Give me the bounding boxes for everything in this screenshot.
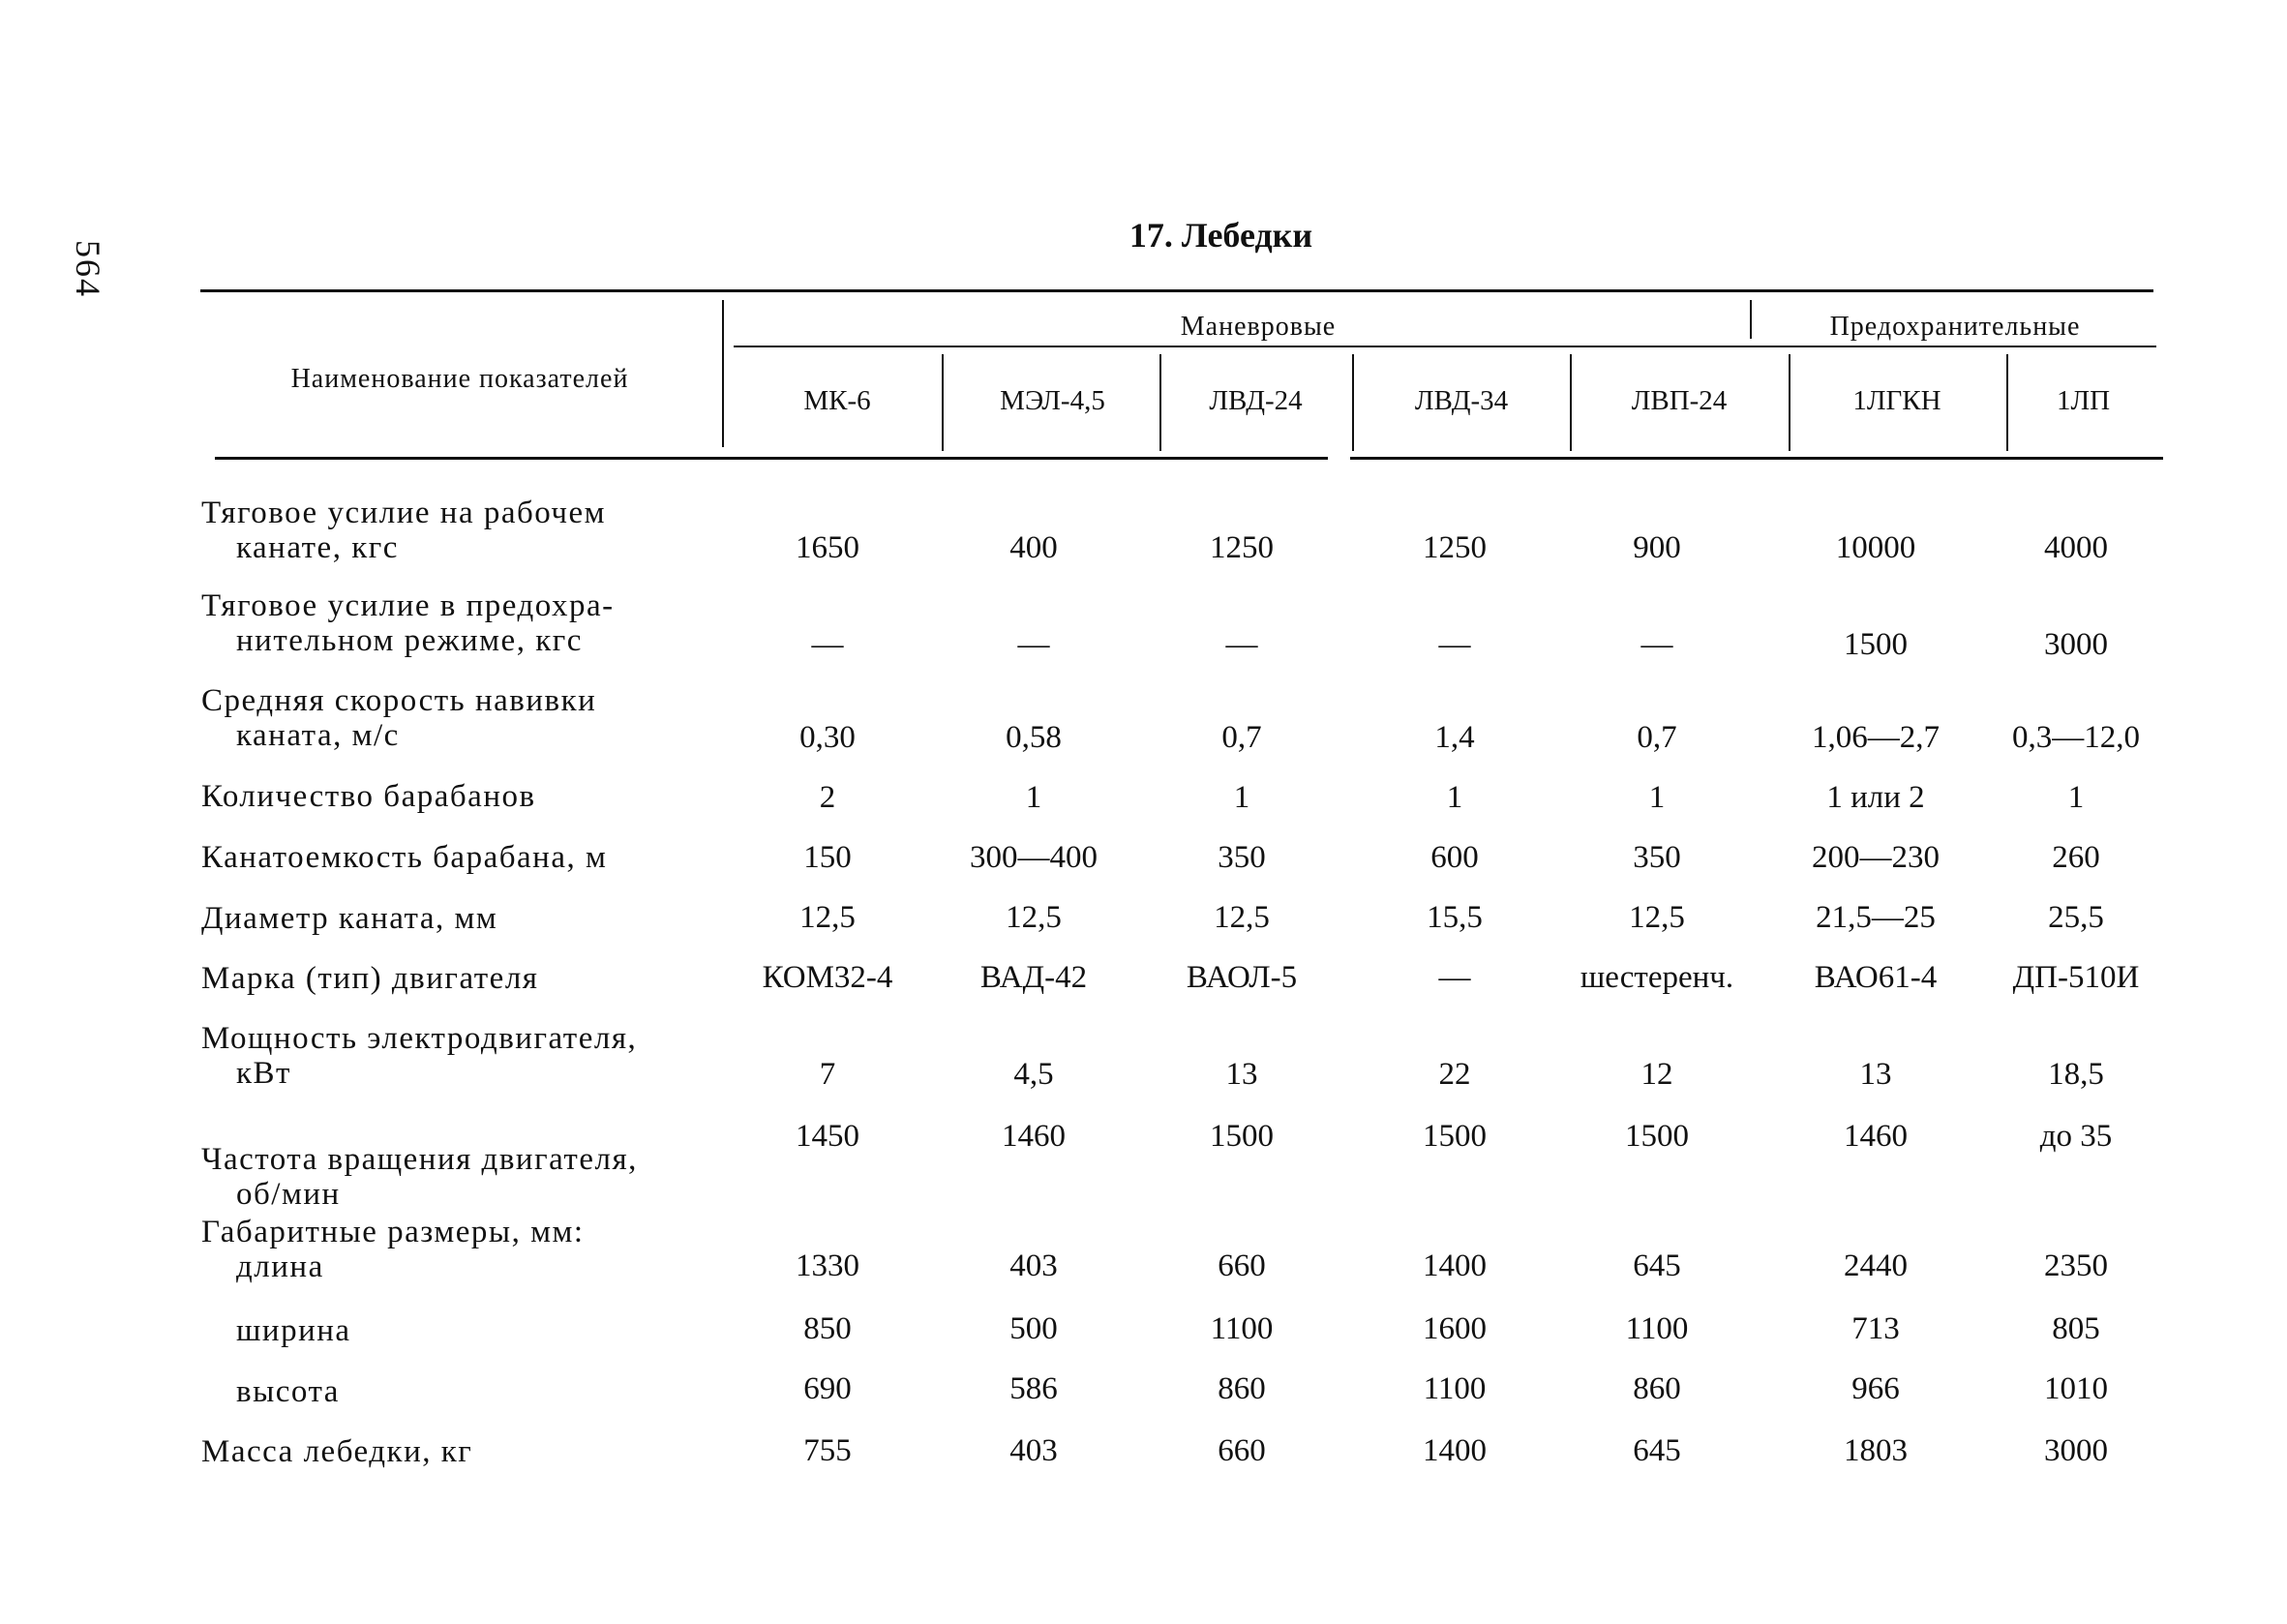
header-divider [722, 300, 724, 447]
table-cell: 0,7 [1221, 720, 1262, 755]
table-cell: 1330 [796, 1248, 859, 1283]
table-cell: 4,5 [1013, 1057, 1054, 1092]
table-cell: 1400 [1423, 1433, 1487, 1468]
table-cell: 966 [1851, 1371, 1900, 1406]
row-label [201, 588, 615, 658]
column-header: 1ЛП [2056, 385, 2111, 416]
table-cell: 1100 [1210, 1311, 1274, 1346]
row-label-line: Марка (тип) двигателя [201, 961, 539, 996]
row-label-line: Габаритные размеры, мм: [201, 1215, 585, 1249]
group-label-safety: Предохранительные [1829, 312, 2081, 342]
table-cell: 150 [803, 840, 852, 875]
table-cell: 1,4 [1434, 720, 1475, 755]
table-cell: 1250 [1423, 530, 1487, 565]
row-label [201, 1374, 340, 1409]
group-underline-safety [1750, 346, 2156, 347]
table-title [0, 215, 2287, 256]
table-cell: 0,3—12,0 [2012, 720, 2140, 755]
row-label-line: каната, м/с [236, 718, 400, 753]
table-cell: 3000 [2044, 1433, 2108, 1468]
table-cell: 1500 [1210, 1119, 1274, 1154]
table-cell: 300—400 [970, 840, 1098, 875]
group-underline-shunting [734, 346, 1750, 347]
column-header: МЭЛ-4,5 [1000, 385, 1105, 416]
table-cell: 350 [1218, 840, 1266, 875]
table-cell: 1 [1233, 780, 1250, 815]
table-cell: 660 [1218, 1248, 1266, 1283]
row-label-line: ширина [236, 1313, 351, 1348]
table-cell: 645 [1633, 1433, 1681, 1468]
table-cell: 713 [1851, 1311, 1900, 1346]
row-label-line: нительном режиме, кгс [236, 623, 583, 658]
row-label [201, 496, 606, 565]
table-cell: 1 или 2 [1826, 780, 1925, 815]
table-cell: 660 [1218, 1433, 1266, 1468]
column-header: 1ЛГКН [1852, 385, 1941, 416]
table-cell: КОМ32-4 [762, 960, 893, 995]
table-cell: до 35 [2039, 1119, 2113, 1154]
row-label [201, 1142, 638, 1212]
row-label-line: длина [236, 1249, 324, 1284]
table-cell: 4000 [2044, 530, 2108, 565]
row-label-line: Средняя скорость навивки [201, 683, 597, 718]
table-cell: 12,5 [1006, 900, 1062, 935]
table-cell: 1,06—2,7 [1812, 720, 1940, 755]
table-cell: 25,5 [2048, 900, 2104, 935]
table-cell: 13 [1859, 1057, 1892, 1092]
table-cell: 3000 [2044, 627, 2108, 662]
table-cell: 10000 [1835, 530, 1916, 565]
table-cell: — [1640, 627, 1673, 662]
row-header-label: Наименование показателей [290, 364, 629, 394]
page-number: 564 [69, 240, 107, 298]
table-cell: 1450 [796, 1119, 859, 1154]
row-label [201, 779, 536, 814]
table-cell: 1 [1648, 780, 1666, 815]
table-cell: ВАОЛ-5 [1186, 960, 1298, 995]
header-bottom-rule [215, 457, 1328, 460]
column-header: ЛВП-24 [1631, 385, 1728, 416]
table-cell: 1400 [1423, 1248, 1487, 1283]
row-label [201, 1215, 585, 1284]
table-cell: 12,5 [1629, 900, 1685, 935]
group-label-shunting: Маневровые [1180, 312, 1337, 342]
table-cell: 1500 [1844, 627, 1908, 662]
row-label-line: Мощность электродвигателя, [201, 1021, 638, 1056]
table-cell: 400 [1009, 530, 1058, 565]
table-cell: 1460 [1002, 1119, 1066, 1154]
row-label [201, 840, 607, 875]
row-label-line: Диаметр каната, мм [201, 901, 498, 936]
column-header: МК-6 [803, 385, 871, 416]
table-cell: 403 [1009, 1433, 1058, 1468]
header-bottom-rule [1350, 457, 2163, 460]
table-cell: 1460 [1844, 1119, 1908, 1154]
table-cell: 12 [1640, 1057, 1673, 1092]
table-cell: 755 [803, 1433, 852, 1468]
table-cell: 690 [803, 1371, 852, 1406]
header-divider [1750, 300, 1752, 339]
table-cell: 12,5 [1214, 900, 1270, 935]
table-cell: 18,5 [2048, 1057, 2104, 1092]
table-cell: 2 [819, 780, 836, 815]
row-label-line: Канатоемкость барабана, м [201, 840, 608, 875]
table-cell: 1100 [1625, 1311, 1689, 1346]
row-label-line: Масса лебедки, кг [201, 1434, 473, 1469]
header-divider [1352, 354, 1354, 451]
table-cell: 586 [1009, 1371, 1058, 1406]
table-cell: — [1225, 627, 1258, 662]
table-cell: 2350 [2044, 1248, 2108, 1283]
table-cell: 15,5 [1427, 900, 1483, 935]
row-label-line: высота [236, 1374, 340, 1409]
row-label-line: Тяговое усилие на рабочем [201, 496, 607, 530]
row-label [201, 683, 596, 753]
table-cell: 1500 [1625, 1119, 1689, 1154]
table-cell: 805 [2052, 1311, 2100, 1346]
table-cell: 1 [1446, 780, 1463, 815]
table-cell: ДП-510И [2012, 960, 2140, 995]
table-cell: 900 [1633, 530, 1681, 565]
row-label-line: Частота вращения двигателя, [201, 1142, 638, 1177]
row-label-line: Количество барабанов [201, 779, 536, 814]
table-cell: 1 [1025, 780, 1042, 815]
table-cell: 350 [1633, 840, 1681, 875]
table-cell: 22 [1438, 1057, 1471, 1092]
row-label [201, 1434, 472, 1469]
table-cell: 12,5 [799, 900, 856, 935]
table-cell: 2440 [1844, 1248, 1908, 1283]
column-header: ЛВД-24 [1209, 385, 1303, 416]
table-cell: 0,30 [799, 720, 856, 755]
table-cell: 600 [1430, 840, 1479, 875]
table-cell: — [1017, 627, 1050, 662]
header-divider [1570, 354, 1572, 451]
row-label-line: канате, кгс [236, 530, 399, 565]
top-rule [200, 289, 2153, 292]
table-cell: 200—230 [1812, 840, 1940, 875]
table-cell: 0,58 [1006, 720, 1062, 755]
table-cell: 13 [1225, 1057, 1258, 1092]
table-cell: — [1438, 960, 1471, 995]
table-cell: 403 [1009, 1248, 1058, 1283]
row-label [201, 1021, 637, 1091]
table-cell: 1650 [796, 530, 859, 565]
table-cell: ВАО61-4 [1814, 960, 1938, 995]
table-cell: 1250 [1210, 530, 1274, 565]
table-cell: 1 [2067, 780, 2085, 815]
row-label-line: кВт [236, 1056, 291, 1091]
table-cell: 1100 [1423, 1371, 1487, 1406]
table-cell: — [811, 627, 844, 662]
table-title-text: 17. Лебедки [1128, 216, 1313, 255]
row-label [201, 1313, 351, 1348]
header-divider [942, 354, 944, 451]
table-cell: 500 [1009, 1311, 1058, 1346]
table-cell: 1803 [1844, 1433, 1908, 1468]
table-cell: 1500 [1423, 1119, 1487, 1154]
row-label-line: Тяговое усилие в предохра- [201, 588, 615, 623]
table-cell: 645 [1633, 1248, 1681, 1283]
table-cell: шестеренч. [1580, 960, 1734, 995]
table-cell: 1010 [2044, 1371, 2108, 1406]
table-cell: 1600 [1423, 1311, 1487, 1346]
table-cell: — [1438, 627, 1471, 662]
row-label [201, 901, 497, 936]
table-cell: 860 [1218, 1371, 1266, 1406]
table-cell: 850 [803, 1311, 852, 1346]
row-label-line: об/мин [236, 1177, 341, 1212]
table-cell: 21,5—25 [1816, 900, 1936, 935]
table-cell: ВАД-42 [979, 960, 1088, 995]
table-cell: 260 [2052, 840, 2100, 875]
table-cell: 7 [819, 1057, 836, 1092]
column-header: ЛВД-34 [1414, 385, 1509, 416]
table-cell: 860 [1633, 1371, 1681, 1406]
table-cell: 0,7 [1637, 720, 1677, 755]
row-label [201, 961, 538, 996]
